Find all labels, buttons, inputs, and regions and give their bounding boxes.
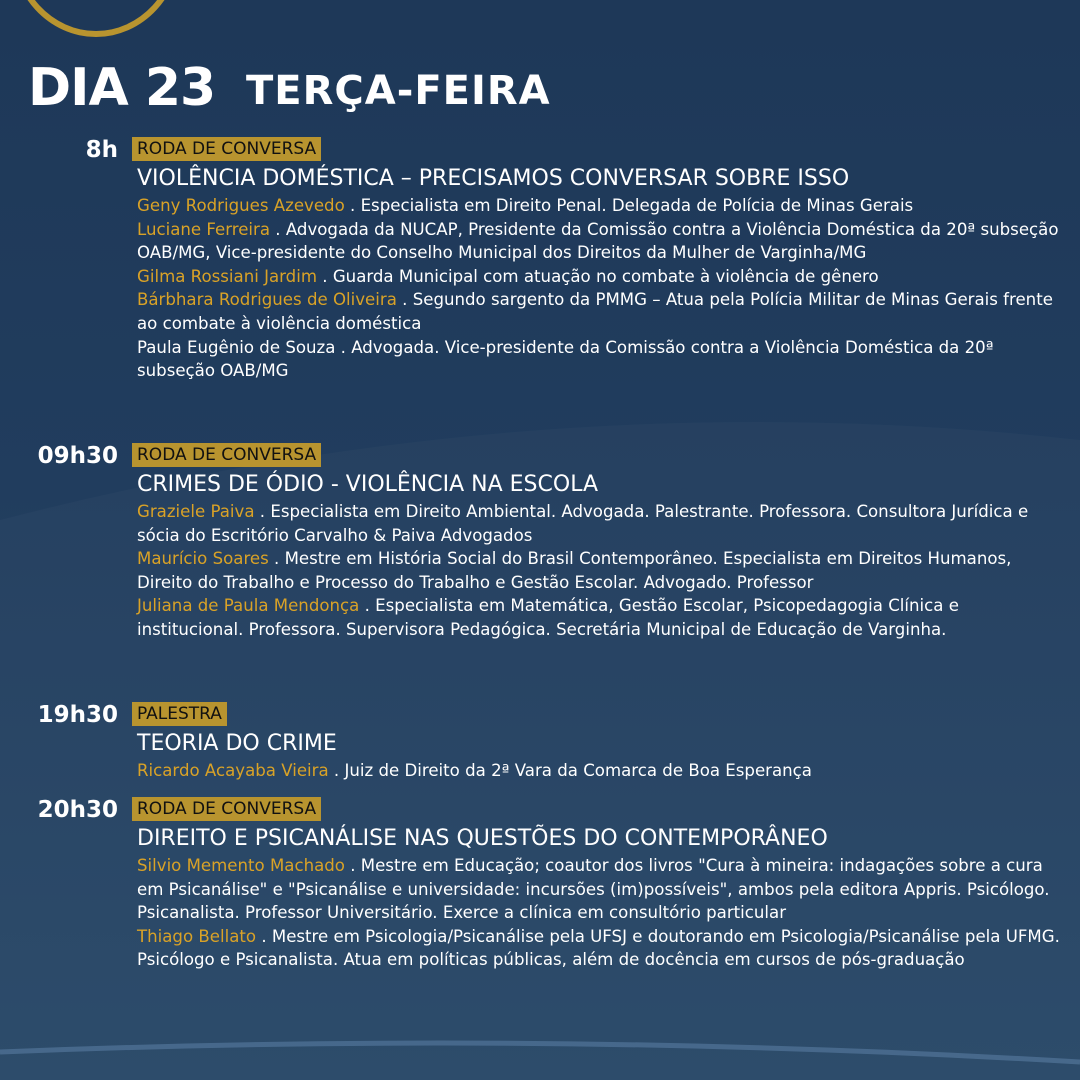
speaker-name: Luciane Ferreira [137, 219, 271, 239]
speaker-bio: . Advogada da NUCAP, Presidente da Comissão contra a Violência Doméstica da 20ª subseção OAB/MG, Vice-presidente do Conselho Municipal dos Direitos da Mulher de Varginha/MG [137, 219, 1059, 263]
weekday: TERÇA-FEIRA [246, 68, 551, 114]
speaker-bio: . Mestre em Educação; coautor dos livros "Cura à mineira: indagações sobre a cura em Psicanálise" e "Psicanálise e universidade: incursões (im)possíveis", ambos pela editora Appris. Psicólogo. Psicanalista. Professor Universitário. Exerce a clínica em consultório particular [137, 856, 1050, 923]
speaker-list [137, 500, 1062, 642]
session-type-badge: RODA DE CONVERSA [132, 797, 321, 821]
speaker-bio: . Guarda Municipal com atuação no combate à violência de gênero [317, 266, 879, 286]
session-type-badge: RODA DE CONVERSA [132, 443, 321, 467]
speaker-list [137, 194, 1062, 383]
speaker [137, 265, 1062, 289]
day-number: DIA 23 [28, 58, 216, 118]
speaker [137, 218, 1062, 265]
speaker-bio: . Especialista em Matemática, Gestão Escolar, Psicopedagogia Clínica e institucional. Professora. Supervisora Pedagógica. Secretária Municipal de Educação de Varginha. [137, 596, 959, 639]
speaker-bio: Paula Eugênio de Souza . Advogada. Vice-presidente da Comissão contra a Violência Doméstica da 20ª subseção OAB/MG [137, 337, 994, 381]
session-time: 19h30 [37, 702, 118, 728]
session-title: DIREITO E PSICANÁLISE NAS QUESTÕES DO CONTEMPORÂNEO [137, 826, 828, 851]
speaker [137, 500, 1062, 547]
speaker-name: Gilma Rossiani Jardim [137, 266, 317, 286]
speaker-name: Thiago Bellato [137, 926, 257, 946]
speaker-name: Maurício Soares [137, 549, 269, 569]
session-type-badge: RODA DE CONVERSA [132, 137, 321, 161]
speaker-name: Ricardo Acayaba Vieira [137, 761, 329, 780]
speaker-name: Graziele Paiva [137, 502, 255, 521]
session-title: CRIMES DE ÓDIO - VIOLÊNCIA NA ESCOLA [137, 472, 599, 497]
speaker-name: Geny Rodrigues Azevedo [137, 196, 345, 215]
session-title: VIOLÊNCIA DOMÉSTICA – PRECISAMOS CONVERSAR SOBRE ISSO [137, 166, 850, 191]
session-type-badge: PALESTRA [132, 702, 227, 726]
speaker [137, 759, 1062, 783]
session-title: TEORIA DO CRIME [137, 731, 337, 756]
speaker-bio: . Mestre em Psicologia/Psicanálise pela UFSJ e doutorando em Psicologia/Psicanálise pela UFMG. Psicólogo e Psicanalista. Atua em políticas públicas, além de docência em cursos de pós-graduação [137, 926, 1060, 970]
speaker-bio: . Especialista em Direito Ambiental. Advogada. Palestrante. Professora. Consultora Jurídica e sócia do Escritório Carvalho & Paiva Advogados [137, 502, 1029, 545]
speaker [137, 594, 1062, 641]
speaker-name: Bárbhara Rodrigues de Oliveira [137, 290, 397, 310]
speaker [137, 288, 1062, 335]
speaker [137, 925, 1062, 972]
speaker-name: Silvio Memento Machado [137, 856, 345, 875]
session-time: 20h30 [37, 797, 118, 823]
speaker-bio: . Mestre em História Social do Brasil Contemporâneo. Especialista em Direitos Humanos, Direito do Trabalho e Processo do Trabalho e Gestão Escolar. Advogado. Professor [137, 549, 1012, 592]
speaker-list [137, 854, 1062, 972]
speaker [137, 194, 1062, 218]
speaker [137, 854, 1062, 925]
speaker [137, 547, 1062, 594]
speaker [137, 336, 1062, 383]
session-time: 09h30 [37, 443, 118, 469]
speaker-name: Juliana de Paula Mendonça [137, 596, 360, 616]
speaker-bio: . Segundo sargento da PMMG – Atua pela Polícia Militar de Minas Gerais frente ao combate à violência doméstica [137, 290, 1053, 333]
session-time: 8h [85, 137, 118, 163]
speaker-bio: . Especialista em Direito Penal. Delegada de Polícia de Minas Gerais [344, 196, 914, 215]
speaker-bio: . Juiz de Direito da 2ª Vara da Comarca de Boa Esperança [328, 761, 812, 780]
speaker-list [137, 759, 1062, 783]
